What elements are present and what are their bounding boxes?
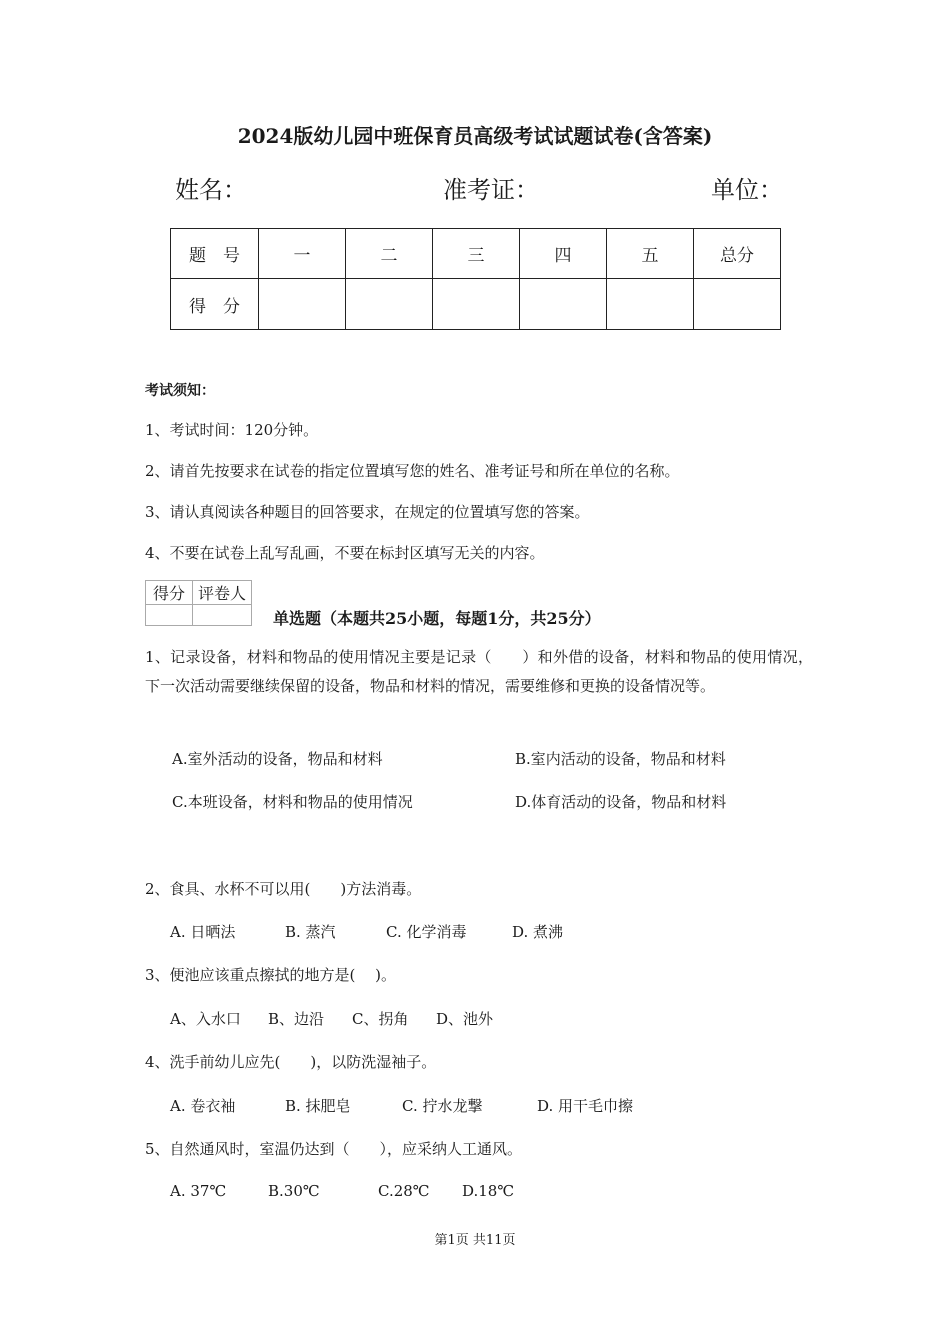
question-option[interactable]: B. 抹肥皂 [285,1097,351,1115]
exam-id-field-label: 准考证： [443,176,539,204]
grader-name-cell[interactable] [193,605,252,626]
score-table-score-row [171,279,781,330]
section-heading: 单选题（本题共25小题，每题1分，共25分） [273,609,601,628]
grader-name-label: 评卷人 [193,581,252,605]
note-item: 1、考试时间：120分钟。 [145,421,319,439]
question-option[interactable]: A. 日晒法 [170,923,236,941]
score-table-header-cell: 五 [607,229,694,279]
question-option[interactable]: B. 蒸汽 [285,923,336,941]
score-table-header-row [171,229,781,279]
question-option[interactable]: C.28℃ [378,1182,430,1200]
grader-score-cell[interactable] [146,605,193,626]
score-table-header-cell: 一 [259,229,346,279]
question-option[interactable]: D.体育活动的设备，物品和材料 [515,793,727,811]
unit-field-label: 单位： [711,176,783,204]
question-option[interactable]: B.30℃ [268,1182,320,1200]
score-table-header-cell: 二 [346,229,433,279]
note-item: 4、不要在试卷上乱写乱画，不要在标封区填写无关的内容。 [145,544,545,562]
question-option[interactable]: D. 煮沸 [512,923,564,941]
question-option[interactable]: A、入水口 [170,1010,241,1028]
question-option[interactable]: C. 化学消毒 [386,923,467,941]
question-option[interactable]: C. 拧水龙撃 [402,1097,483,1115]
score-table-header-cell: 题 号 [171,229,259,279]
question-text: 2、食具、水杯不可以用( )方法消毒。 [145,880,422,898]
score-cell[interactable] [520,279,607,330]
score-cell[interactable] [433,279,520,330]
score-cell[interactable] [694,279,781,330]
question-option[interactable]: C.本班设备，材料和物品的使用情况 [172,793,413,811]
grader-score-label: 得分 [146,581,193,605]
question-text: 1、记录设备，材料和物品的使用情况主要是记录（ ）和外借的设备，材料和物品的使用情况，下一次活动需要继续保留的设备，物品和材料的情况，需要维修和更换的设备情况等。 [145,648,813,695]
question-option[interactable]: A. 卷衣袖 [170,1097,236,1115]
page-footer: 第1页 共11页 [434,1233,516,1248]
question-option[interactable]: D.18℃ [462,1182,515,1200]
question-option[interactable]: D. 用干毛巾擦 [537,1097,634,1115]
score-row-label: 得 分 [171,279,259,330]
score-table-header-cell: 总分 [694,229,781,279]
score-cell[interactable] [607,279,694,330]
score-cell[interactable] [259,279,346,330]
score-table [170,228,781,330]
score-table-header-cell: 四 [520,229,607,279]
question-option[interactable]: A. 37℃ [170,1182,227,1200]
notes-heading: 考试须知： [145,383,215,399]
note-item: 3、请认真阅读各种题目的回答要求，在规定的位置填写您的答案。 [145,503,590,521]
question-text: 4、洗手前幼儿应先( )，以防洗湿袖子。 [145,1053,437,1071]
page-title: 2024版幼儿园中班保育员高级考试试题试卷(含答案) [237,124,713,148]
question-text: 3、便池应该重点擦拭的地方是( )。 [145,966,397,984]
note-item: 2、请首先按要求在试卷的指定位置填写您的姓名、准考证号和所在单位的名称。 [145,462,680,480]
score-cell[interactable] [346,279,433,330]
question-option[interactable]: A.室外活动的设备，物品和材料 [172,750,383,768]
name-field-label: 姓名： [175,176,247,204]
question-option[interactable]: B.室内活动的设备，物品和材料 [515,750,726,768]
score-table-header-cell: 三 [433,229,520,279]
question-text: 5、自然通风时，室温仍达到（ ），应采纳人工通风。 [145,1140,523,1158]
question-option[interactable]: D、池外 [436,1010,494,1028]
question-option[interactable]: B、边沿 [268,1010,325,1028]
question-option[interactable]: C、拐角 [352,1010,409,1028]
grader-box [145,580,252,626]
